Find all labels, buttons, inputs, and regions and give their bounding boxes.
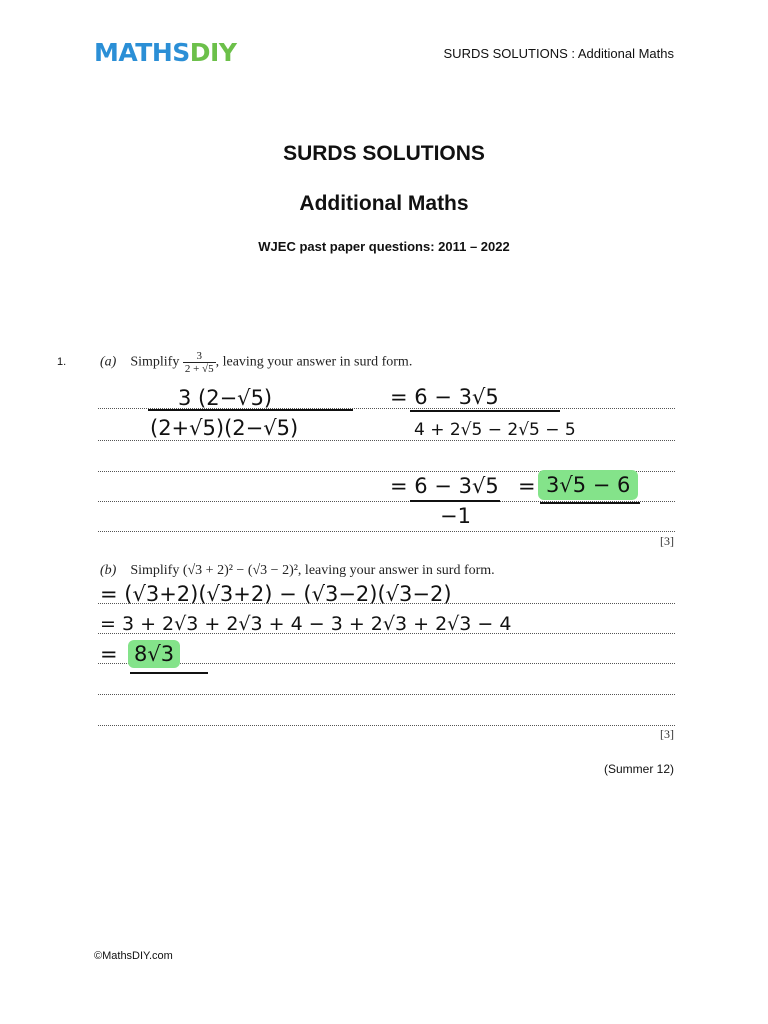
- papers-range: WJEC past paper questions: 2011 – 2022: [258, 239, 510, 254]
- copyright: ©MathsDIY.com: [94, 950, 173, 962]
- work-b-line2: = 3 + 2√3 + 2√3 + 4 − 3 + 2√3 + 2√3 − 4: [100, 613, 512, 635]
- work-a-denominator: (2+√5)(2−√5): [150, 416, 299, 440]
- logo-text-diy: DIY: [189, 38, 237, 67]
- marks-a: [3]: [660, 534, 674, 548]
- work-a-numerator: 3 (2−√5): [178, 386, 273, 410]
- question-source: (Summer 12): [603, 762, 674, 776]
- part-a-suffix: , leaving your answer in surd form.: [215, 354, 413, 370]
- work-a-step-numerator: = 6 − 3√5: [390, 385, 499, 409]
- answer-line: [98, 725, 675, 726]
- part-b-prompt: [100, 563, 495, 579]
- fraction-bar: [148, 409, 353, 411]
- part-a-fraction: [183, 350, 216, 375]
- answer-line: [98, 663, 675, 664]
- fraction-numerator: 3: [183, 350, 216, 363]
- part-a-prefix: Simplify: [130, 354, 180, 370]
- answer-b-value: 8√3: [134, 642, 175, 666]
- mathsdiy-logo: [94, 38, 236, 68]
- question-number: 1.: [57, 356, 67, 368]
- answer-underline: [130, 672, 208, 674]
- logo-text-maths: MATHS: [94, 38, 190, 67]
- work-a-step-denominator: 4 + 2√5 − 2√5 − 5: [414, 420, 576, 440]
- answer-a-highlight: [538, 470, 638, 500]
- fraction-bar: [410, 410, 560, 412]
- page-title: SURDS SOLUTIONS: [283, 142, 485, 165]
- answer-line: [98, 440, 675, 441]
- answer-a-equals: =: [518, 474, 536, 498]
- part-b-label: (b): [100, 563, 117, 578]
- answer-b-highlight: [128, 640, 180, 668]
- part-a-label: (a): [100, 354, 117, 370]
- page-subtitle: Additional Maths: [299, 192, 469, 215]
- work-a-step2-denominator: −1: [440, 504, 471, 528]
- answer-line: [98, 694, 675, 695]
- answer-b-equals: =: [100, 642, 118, 666]
- marks-b: [3]: [660, 727, 674, 741]
- header-title: SURDS SOLUTIONS : Additional Maths: [443, 46, 674, 61]
- work-a-step2-numerator: = 6 − 3√5: [390, 474, 499, 498]
- work-b-line1: = (√3+2)(√3+2) − (√3−2)(√3−2): [100, 582, 452, 606]
- fraction-bar: [410, 500, 500, 502]
- answer-a-value: 3√5 − 6: [546, 473, 631, 497]
- answer-line: [98, 531, 675, 532]
- fraction-denominator: 2 + √5: [184, 363, 214, 375]
- answer-underline: [540, 502, 640, 504]
- part-b-text: Simplify (√3 + 2)² − (√3 − 2)², leaving your answer in surd form.: [130, 563, 495, 578]
- part-a-prompt: [100, 350, 412, 375]
